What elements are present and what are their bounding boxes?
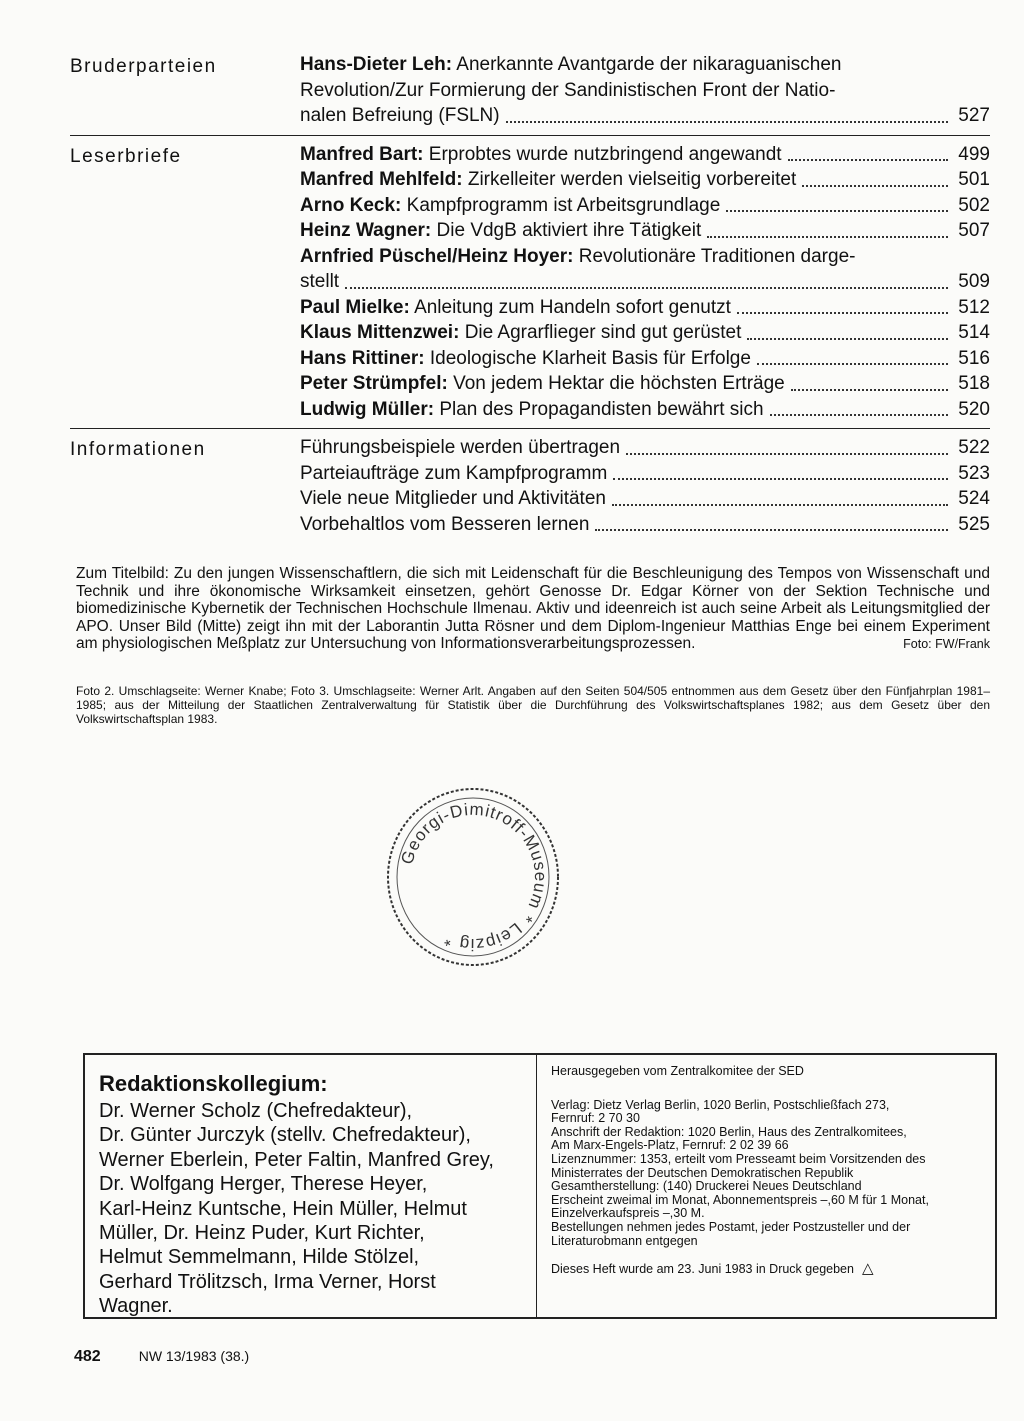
dot-leader — [791, 388, 948, 391]
print-date-line — [551, 1262, 983, 1277]
imprint-line: Am Marx-Engels-Platz, Fernruf: 2 02 39 66 — [551, 1138, 789, 1153]
dot-leader — [626, 452, 948, 455]
toc-section — [70, 428, 990, 543]
imprint-line: Ministerrates der Deutschen Demokratischen Republik — [551, 1165, 854, 1180]
photo-credits: Foto 2. Umschlagseite: Werner Knabe; Foto 3. Umschlagseite: Werner Arlt. Angaben auf den Seiten 504/505 entnommen aus dem Gesetz über den Fünfjahrplan 1981–1985; aus der Mitteilung der Staatlichen Zentralverwaltung für Statistik über die Durchführung des Volkswirtschaftsplanes 1982; aus dem Gesetz über den Volkswirtschaftsplan 1983. — [76, 684, 990, 726]
publisher-line: Herausgegeben vom Zentralkomitee der SED — [551, 1064, 804, 1078]
dot-leader — [802, 184, 948, 187]
publisher-info — [537, 1055, 995, 1317]
toc-page-number: 527 — [958, 105, 990, 126]
imprint-line: Lizenznummer: 1353, erteilt vom Presseamt beim Vorsitzenden des — [551, 1151, 926, 1166]
toc-entry-title: Die VdgB aktiviert ihre Tätigkeit — [436, 220, 702, 241]
toc-page-number: 523 — [958, 462, 990, 484]
toc-entry — [300, 167, 990, 193]
toc-author: Klaus Mittenzwei: — [300, 322, 460, 343]
imprint-line: Anschrift der Redaktion: 1020 Berlin, Haus des Zentralkomitees, — [551, 1124, 907, 1139]
toc-entry — [300, 435, 990, 461]
toc-entry — [300, 346, 990, 372]
toc-entry-title: nalen Befreiung (FSLN) — [300, 105, 500, 126]
imprint-line: Fernruf: 2 70 30 — [551, 1111, 640, 1126]
triangle-icon: △ — [861, 1260, 874, 1278]
toc-page-number: 502 — [958, 194, 990, 216]
toc-section-title: Leserbriefe — [70, 145, 182, 167]
toc-entry-title: Ideologische Klarheit Basis für Erfolge — [429, 347, 751, 369]
editorial-member-line: Helmut Semmelmann, Hilde Stölzel, — [99, 1246, 420, 1269]
toc-author: Hans Rittiner: — [300, 347, 425, 369]
toc-entry-title: Von jedem Hektar die höchsten Erträge — [453, 373, 785, 394]
toc-author: Ludwig Müller: — [300, 398, 435, 420]
toc-entry — [300, 371, 990, 397]
svg-text:Georgi-Dimitroff-Museum * Leip — [397, 800, 550, 954]
toc-author: Arno Keck: — [300, 194, 402, 216]
dot-leader — [747, 337, 948, 340]
toc-entry-line — [300, 244, 990, 270]
imprint-line: Verlag: Dietz Verlag Berlin, 1020 Berlin, Postschließfach 273, — [551, 1097, 890, 1112]
toc-entry — [300, 193, 990, 219]
editorial-member-line: Gerhard Trölitzsch, Irma Verner, Horst — [99, 1270, 436, 1293]
print-date-text: Dieses Heft wurde am 23. Juni 1983 in Druck gegeben — [551, 1262, 854, 1277]
toc-entry-title: Vorbehaltlos vom Besseren lernen — [300, 513, 590, 535]
toc-entry — [300, 142, 990, 168]
toc-entry-text: Anerkannte Avantgarde der nikaraguanischen — [456, 54, 842, 75]
toc-entry-title: Zirkelleiter werden vielseitig vorbereitet — [467, 169, 797, 190]
toc-page-number: 512 — [958, 296, 990, 318]
dot-leader — [345, 286, 948, 289]
toc-section — [70, 135, 990, 429]
toc-page-number: 520 — [958, 398, 990, 420]
toc-page-number: 509 — [958, 271, 990, 292]
toc-entry-text: Revolutionäre Traditionen darge- — [578, 245, 856, 267]
toc-author: Manfred Mehlfeld: — [300, 169, 463, 190]
editorial-member-line: Werner Eberlein, Peter Faltin, Manfred Grey, — [99, 1148, 494, 1171]
toc-page-number: 516 — [958, 347, 990, 369]
imprint-line: Bestellungen nehmen jedes Postamt, jeder Postzusteller und der — [551, 1219, 911, 1234]
issue-label: NW 13/1983 (38.) — [138, 1348, 250, 1364]
toc-page-number: 507 — [958, 220, 990, 241]
toc-entry-title: Plan des Propagandisten bewährt sich — [439, 398, 764, 420]
editorial-member-line: Dr. Günter Jurczyk (stellv. Chefredakteur), — [99, 1124, 471, 1147]
table-of-contents — [70, 48, 990, 543]
imprint-details — [551, 1099, 983, 1249]
museum-stamp — [383, 782, 563, 972]
imprint-line: Einzelverkaufspreis –,30 M. — [551, 1206, 705, 1221]
toc-entry-title: Anleitung zum Handeln sofort genutzt — [414, 296, 731, 318]
dot-leader — [612, 503, 948, 506]
toc-page-number: 514 — [958, 322, 990, 343]
toc-entry-title: stellt — [300, 271, 340, 292]
toc-page-number: 518 — [958, 373, 990, 394]
toc-entry-title: Parteiaufträge zum Kampfprogramm — [300, 462, 608, 484]
toc-page-number: 522 — [958, 437, 990, 458]
editorial-members — [99, 1099, 536, 1319]
toc-entry-line — [300, 78, 990, 104]
toc-page-number: 499 — [958, 143, 990, 165]
imprint-line: Literaturobmann entgegen — [551, 1233, 698, 1248]
editorial-member-line: Dr. Werner Scholz (Chefredakteur), — [99, 1100, 413, 1122]
toc-page-number: 501 — [958, 169, 990, 190]
dot-leader — [707, 235, 948, 238]
toc-entry — [300, 397, 990, 423]
dot-leader — [726, 209, 948, 212]
toc-author: Hans-Dieter Leh: — [300, 54, 453, 75]
toc-entry — [300, 218, 990, 244]
toc-entry-title: Viele neue Mitglieder und Aktivitäten — [300, 488, 606, 509]
imprint-box — [83, 1053, 997, 1319]
dot-leader — [788, 158, 948, 161]
toc-entry — [300, 512, 990, 538]
dot-leader — [595, 528, 948, 531]
toc-author: Manfred Bart: — [300, 143, 424, 165]
imprint-line: Erscheint zweimal im Monat, Abonnementspreis –,60 M für 1 Monat, — [551, 1192, 929, 1207]
toc-entry — [300, 461, 990, 487]
title-photo-caption — [76, 565, 990, 654]
toc-section — [70, 48, 990, 135]
toc-entry — [300, 103, 990, 129]
toc-author: Heinz Wagner: — [300, 220, 432, 241]
caption-photo-credit: Foto: FW/Frank — [903, 637, 990, 651]
page-footer — [74, 1348, 249, 1366]
caption-text: Zum Titelbild: Zu den jungen Wissenschaftlern, die sich mit Leidenschaft für die Beschleunigung des Tempos von Wissenschaft und Technik und ihre ökonomische Wirksamkeit einsetzen, gehört Genosse Dr. Edgar Körner von der Sektion Technische und biomedizinische Kybernetik der Technischen Hochschule Ilmenau. Aktiv und ideenreich ist auch seine Arbeit als Leitungsmitglied der APO. Unser Bild (Mitte) zeigt ihn mit der Laborantin Jutta Rösner und dem Diplom-Ingenieur Matthias Enge bei einem Experiment am physiologischen Meßplatz zur Untersuchung von Informationsverarbeitungsprozessen. — [76, 565, 990, 652]
toc-entry — [300, 295, 990, 321]
editorial-board — [85, 1055, 537, 1317]
toc-entry-title: Erprobtes wurde nutzbringend angewandt — [428, 143, 782, 165]
toc-entry-title: Führungsbeispiele werden übertragen — [300, 437, 621, 458]
toc-author: Paul Mielke: — [300, 296, 410, 318]
stamp-text: Georgi-Dimitroff-Museum * Leipzig * — [397, 799, 551, 955]
editorial-member-line: Müller, Dr. Heinz Puder, Kurt Richter, — [99, 1222, 425, 1245]
toc-page-number: 524 — [958, 488, 990, 509]
toc-entry-line — [300, 52, 990, 78]
editorial-member-line: Wagner. — [99, 1295, 173, 1318]
toc-entry — [300, 269, 990, 295]
toc-section-title: Informationen — [70, 439, 206, 460]
editorial-member-line: Karl-Heinz Kuntsche, Hein Müller, Helmut — [99, 1197, 467, 1220]
toc-entry-text: Revolution/Zur Formierung der Sandinistischen Front der Natio- — [300, 79, 836, 101]
editorial-member-line: Dr. Wolfgang Herger, Therese Heyer, — [99, 1173, 428, 1196]
dot-leader — [506, 120, 948, 123]
toc-entry-title: Die Agrarflieger sind gut gerüstet — [464, 322, 742, 343]
imprint-line: Gesamtherstellung: (140) Druckerei Neues Deutschland — [551, 1179, 862, 1194]
page-number: 482 — [74, 1348, 101, 1365]
toc-page-number: 525 — [958, 513, 990, 535]
dot-leader — [737, 311, 948, 314]
dot-leader — [757, 362, 948, 365]
toc-entry — [300, 486, 990, 512]
toc-author: Peter Strümpfel: — [300, 373, 448, 394]
dot-leader — [613, 477, 948, 480]
toc-author: Arnfried Püschel/Heinz Hoyer: — [300, 245, 574, 267]
editorial-title: Redaktionskollegium: — [99, 1071, 328, 1096]
toc-entry-title: Kampfprogramm ist Arbeitsgrundlage — [406, 194, 721, 216]
dot-leader — [770, 413, 948, 416]
toc-entry — [300, 320, 990, 346]
toc-section-title: Bruderparteien — [70, 56, 217, 77]
